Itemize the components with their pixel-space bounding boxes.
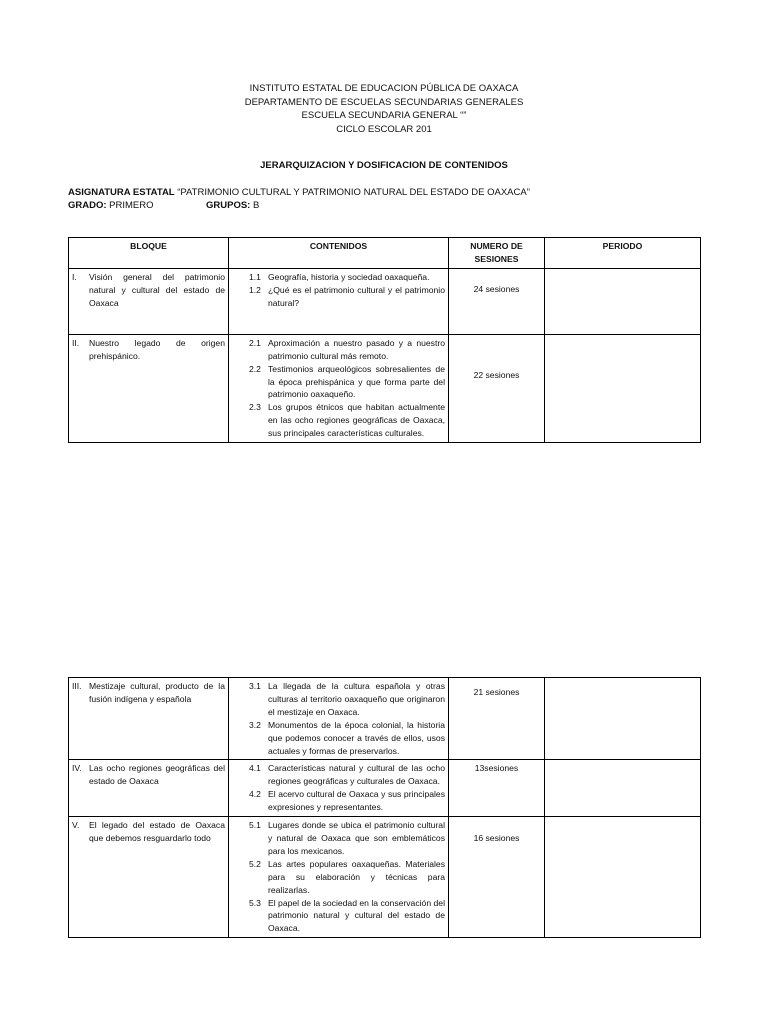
- header-sesiones: NUMERO DE SESIONES: [449, 238, 545, 269]
- content-item: [232, 719, 445, 758]
- content-text: El papel de la sociedad en la conservación del patrimonio natural y cultural del estado de Oaxaca.: [268, 897, 445, 934]
- content-number: 3.1: [249, 681, 261, 691]
- sesiones-cell: 13sesiones: [449, 760, 545, 817]
- content-text: Características natural y cultural de las ocho regiones geográficas y culturales de Oaxaca.: [268, 763, 445, 787]
- bloque-title: El legado del estado de Oaxaca que debemos resguardarlo todo: [89, 820, 225, 843]
- table-header-row: [69, 238, 701, 269]
- content-text: Monumentos de la época colonial, la historia que podemos conocer a través de ellos, usos actuales y formas de preservarlos.: [268, 719, 445, 756]
- content-text: La llegada de la cultura española y otras culturas al territorio oaxaqueño que originaron el mestizaje en Oaxaca.: [268, 681, 445, 717]
- periodo-cell: [545, 760, 701, 817]
- content-number: 4.2: [249, 789, 261, 800]
- content-item: [232, 858, 445, 897]
- bloque-number: II.: [72, 337, 80, 348]
- grade-line: [68, 200, 260, 211]
- content-number: 4.1: [249, 763, 261, 774]
- header-contenidos: CONTENIDOS: [229, 238, 449, 269]
- content-text: Las artes populares oaxaqueñas. Materiales para su elaboración y técnicas para realizarlas.: [268, 858, 445, 895]
- groups-value: B: [250, 200, 260, 211]
- groups-label: GRUPOS:: [206, 200, 251, 211]
- bloque-number: I.: [72, 271, 77, 282]
- periodo-cell: [545, 334, 701, 442]
- content-item: [232, 819, 445, 858]
- contenidos-cell: [229, 760, 449, 817]
- header-department: DEPARTAMENTO DE ESCUELAS SECUNDARIAS GENERALES: [244, 96, 524, 108]
- header-bloque: BLOQUE: [69, 238, 229, 269]
- bloque-number: III.: [72, 681, 82, 691]
- content-item: [232, 337, 445, 363]
- content-text: ¿Qué es el patrimonio cultural y el patrimonio natural?: [268, 284, 445, 308]
- content-number: 3.2: [249, 719, 261, 730]
- table-row: [69, 268, 701, 334]
- content-number: 1.2: [249, 284, 261, 295]
- document-header: [0, 82, 768, 136]
- content-number: 5.1: [249, 820, 261, 831]
- content-item: [232, 284, 445, 310]
- bloque-cell: [69, 268, 229, 334]
- content-item: [232, 401, 445, 440]
- bloque-cell: [69, 817, 229, 938]
- bloque-title: Mestizaje cultural, producto de la fusión indígena y española: [89, 681, 225, 704]
- subject-line: [68, 187, 530, 198]
- header-school: ESCUELA SECUNDARIA GENERAL “”: [301, 110, 467, 121]
- sesiones-cell: 22 sesiones: [449, 334, 545, 442]
- table-row: [69, 678, 701, 760]
- bloque-title: Las ocho regiones geográficas del estado de Oaxaca: [89, 763, 225, 787]
- content-item: [232, 788, 445, 814]
- content-item: [232, 680, 445, 719]
- contenidos-cell: [229, 817, 449, 938]
- header-periodo: PERIODO: [545, 238, 701, 269]
- contenidos-cell: [229, 678, 449, 760]
- bloque-number: V.: [72, 820, 80, 831]
- sesiones-cell: 24 sesiones: [449, 268, 545, 334]
- header-institute: INSTITUTO ESTATAL DE EDUCACION PÚBLICA DE OAXACA: [249, 83, 519, 94]
- periodo-cell: [545, 268, 701, 334]
- subject-value: “PATRIMONIO CULTURAL Y PATRIMONIO NATURAL DEL ESTADO DE OAXACA”: [174, 187, 530, 198]
- contents-table-part-2: [68, 677, 701, 938]
- sesiones-cell: 16 sesiones: [449, 817, 545, 938]
- content-number: 5.3: [249, 897, 261, 908]
- contenidos-cell: [229, 268, 449, 334]
- content-number: 2.1: [249, 337, 261, 348]
- grade-label: GRADO:: [68, 200, 107, 211]
- content-number: 2.2: [249, 363, 261, 374]
- content-text: Lugares donde se ubica el patrimonio cultural y natural de Oaxaca que son emblemáticos para los mexicanos.: [268, 820, 445, 856]
- header-school-year: CICLO ESCOLAR 201: [336, 123, 432, 135]
- sesiones-cell: 21 sesiones: [449, 678, 545, 760]
- bloque-title: Nuestro legado de origen prehispánico.: [89, 337, 225, 361]
- periodo-cell: [545, 817, 701, 938]
- content-item: [232, 271, 445, 284]
- content-item: [232, 897, 445, 936]
- content-item: [232, 363, 445, 402]
- contents-table-part-1: [68, 237, 701, 443]
- bloque-title: Visión general del patrimonio natural y cultural del estado de Oaxaca: [89, 271, 225, 308]
- bloque-cell: [69, 678, 229, 760]
- periodo-cell: [545, 678, 701, 760]
- content-text: El acervo cultural de Oaxaca y sus principales expresiones y representantes.: [268, 789, 445, 813]
- contenidos-cell: [229, 334, 449, 442]
- bloque-cell: [69, 760, 229, 817]
- bloque-number: IV.: [72, 763, 82, 774]
- table-row: [69, 334, 701, 442]
- grade-value: PRIMERO: [106, 200, 154, 211]
- table-row: [69, 760, 701, 817]
- subject-label: ASIGNATURA ESTATAL: [68, 187, 175, 198]
- content-text: Los grupos étnicos que habitan actualmente en las ocho regiones geográficas de Oaxaca, sus principales características culturales.: [268, 402, 445, 439]
- content-item: [232, 762, 445, 788]
- table-row: [69, 817, 701, 938]
- bloque-cell: [69, 334, 229, 442]
- content-text: Testimonios arqueológicos sobresalientes de la época prehispánica y que forma parte del patrimonio oaxaqueño.: [268, 363, 445, 400]
- groups: [206, 200, 259, 211]
- content-text: Geografía, historia y sociedad oaxaqueña.: [268, 271, 430, 282]
- content-number: 5.2: [249, 858, 261, 869]
- content-number: 2.3: [249, 402, 261, 413]
- document-subtitle: JERARQUIZACION Y DOSIFICACION DE CONTENIDOS: [260, 160, 508, 171]
- content-number: 1.1: [249, 271, 261, 282]
- content-text: Aproximación a nuestro pasado y a nuestro patrimonio cultural más remoto.: [268, 337, 445, 361]
